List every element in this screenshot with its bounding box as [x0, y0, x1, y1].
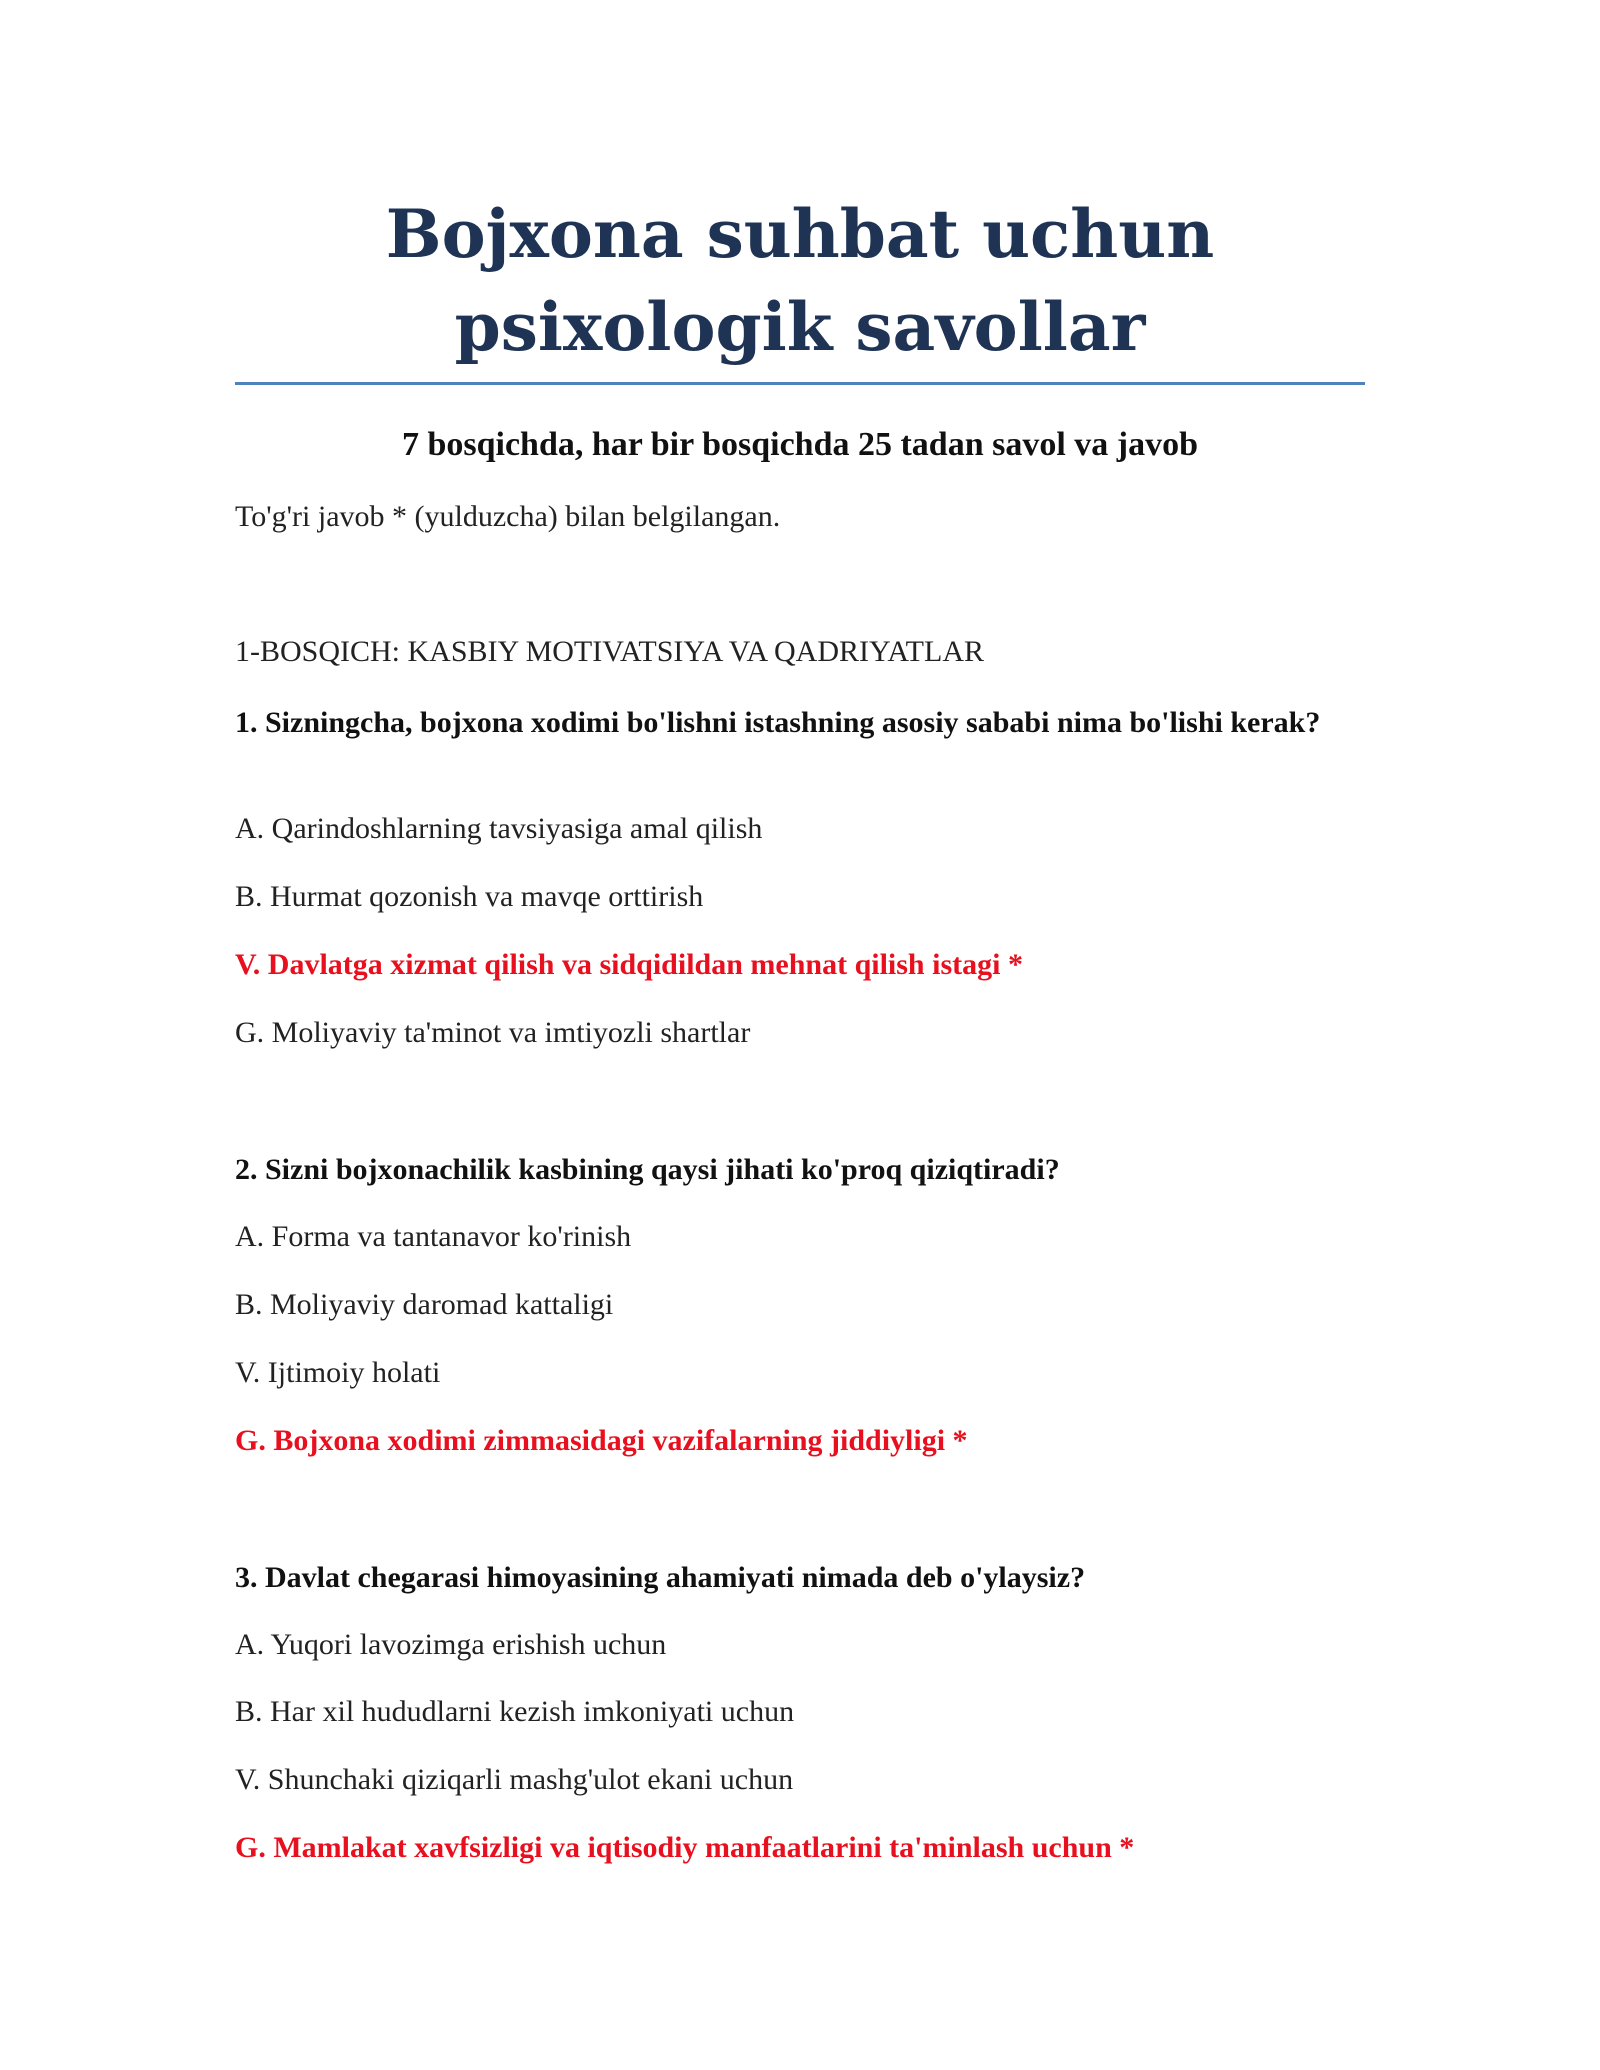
question-2-option-v: V. Ijtimoiy holati [235, 1356, 441, 1389]
section-heading: 1-BOSQICH: KASBIY MOTIVATSIYA VA QADRIYATLAR [235, 635, 984, 668]
question-1: 1. Sizningcha, bojxona xodimi bo'lishni istashning asosiy sababi nima bo'lishi kerak? [235, 706, 1321, 739]
title-line-2: psixologik savollar [454, 288, 1146, 366]
question-1-option-b: B. Hurmat qozonish va mavqe orttirish [235, 880, 704, 913]
title-divider [235, 382, 1365, 385]
question-1-option-g: G. Moliyaviy ta'minot va imtiyozli shartlar [235, 1016, 751, 1049]
question-2-option-g-correct: G. Bojxona xodimi zimmasidagi vazifalarning jiddiyligi * [235, 1424, 968, 1457]
question-3-option-b: B. Har xil hududlarni kezish imkoniyati uchun [235, 1695, 795, 1728]
document-subtitle: 7 bosqichda, har bir bosqichda 25 tadan savol va javob [401, 426, 1199, 463]
question-1-option-v-correct: V. Davlatga xizmat qilish va sidqidildan mehnat qilish istagi * [235, 948, 1023, 981]
answer-key-note: To'g'ri javob * (yulduzcha) bilan belgilangan. [235, 500, 781, 533]
question-3: 3. Davlat chegarasi himoyasining ahamiyati nimada deb o'ylaysiz? [235, 1561, 1086, 1594]
question-3-option-a: A. Yuqori lavozimga erishish uchun [235, 1628, 667, 1661]
question-3-option-g-correct: G. Mamlakat xavfsizligi va iqtisodiy manfaatlarini ta'minlash uchun * [235, 1831, 1135, 1864]
question-2-option-a: A. Forma va tantanavor ko'rinish [235, 1220, 632, 1253]
question-2-option-b: B. Moliyaviy daromad kattaligi [235, 1288, 614, 1321]
question-1-option-a: A. Qarindoshlarning tavsiyasiga amal qilish [235, 812, 763, 845]
question-2: 2. Sizni bojxonachilik kasbining qaysi jihati ko'proq qiziqtiradi? [235, 1153, 1060, 1186]
question-3-option-v: V. Shunchaki qiziqarli mashg'ulot ekani uchun [235, 1763, 794, 1796]
title-line-1: Bojxona suhbat uchun [385, 195, 1215, 273]
document-title [235, 188, 1365, 374]
